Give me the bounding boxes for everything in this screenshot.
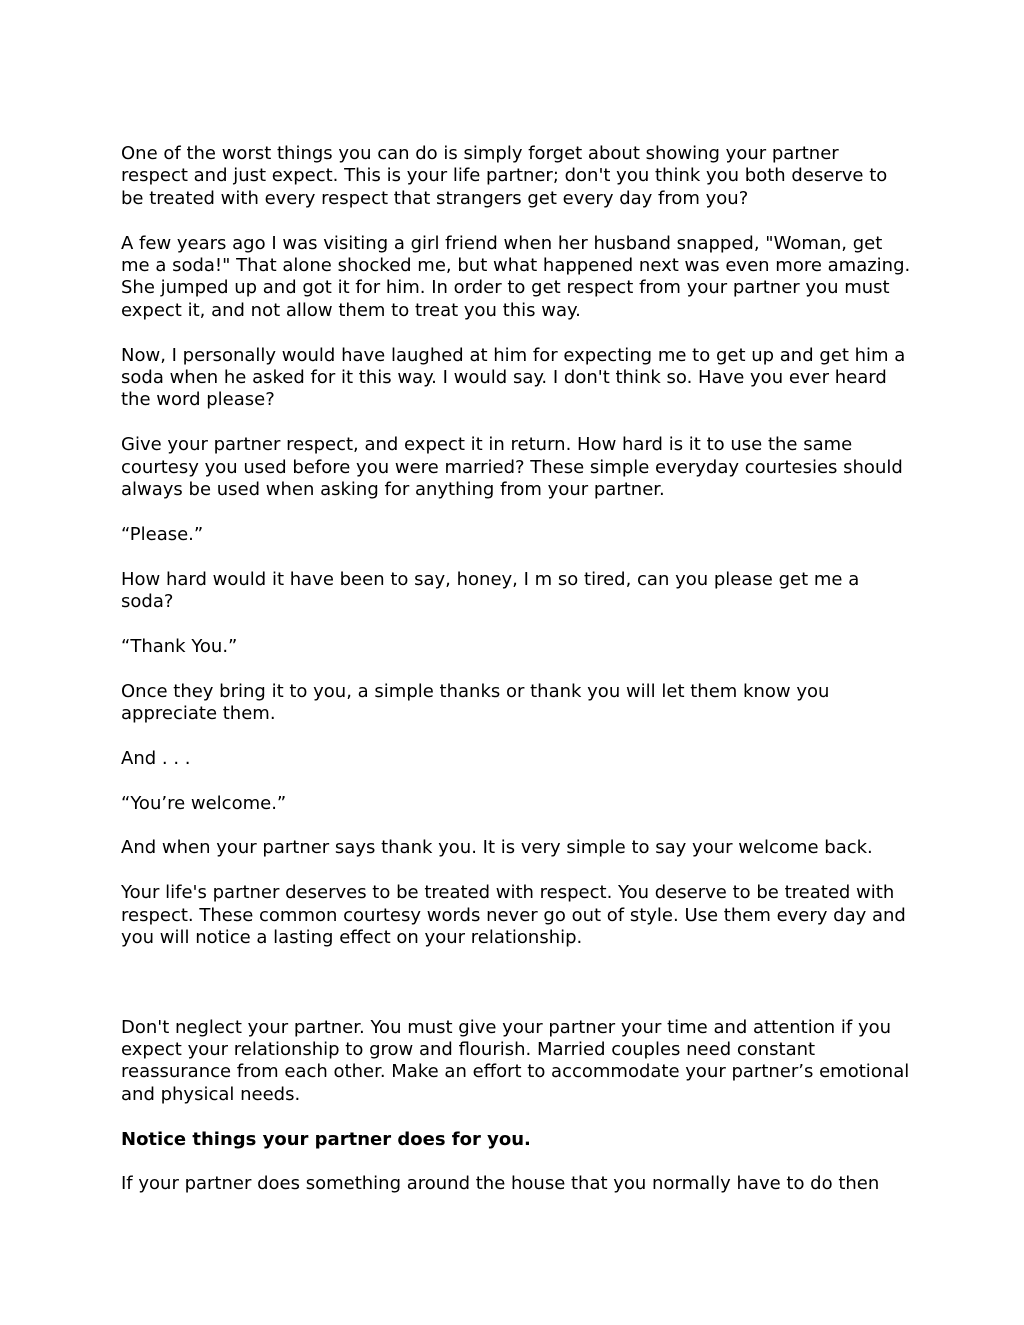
paragraph-last: If your partner does something around the house that you normally have to do then bbox=[121, 1173, 880, 1195]
paragraph-welcome-back: And when your partner says thank you. It is very simple to say your welcome back. bbox=[121, 837, 873, 859]
document-page bbox=[121, 143, 911, 1218]
paragraph-youre-welcome: “You’re welcome.” bbox=[121, 792, 287, 814]
paragraph-soda-story: A few years ago I was visiting a girl friend when her husband snapped, "Woman, get me a soda!" That alone shocked me, but what happened next was even more amazing. She jumped up and got it for him. In order to get respect from your partner you must expect it, and not allow them to treat you this way. bbox=[121, 232, 911, 321]
paragraph-and: And . . . bbox=[121, 747, 191, 769]
section-spacer bbox=[121, 972, 911, 1017]
paragraph-appreciate: Once they bring it to you, a simple thanks or thank you will let them know you appreciate them. bbox=[121, 680, 830, 725]
paragraph-give-respect: Give your partner respect, and expect it in return. How hard is it to use the same courtesy you used before you were married? These simple everyday courtesies should always be used when asking for anything from your partner. bbox=[121, 434, 903, 501]
paragraph-thank-you: “Thank You.” bbox=[121, 635, 238, 657]
paragraph-worst-things: One of the worst things you can do is simply forget about showing your partner respect and just expect. This is your life partner; don't you think you both deserve to be treated with every respect that strangers get every day from you? bbox=[121, 143, 888, 209]
paragraph-please: “Please.” bbox=[121, 523, 204, 545]
paragraph-laughed: Now, I personally would have laughed at him for expecting me to get up and get him a soda when he asked for it this way. I would say. I don't think so. Have you ever heard the word please? bbox=[121, 344, 906, 411]
heading-notice-things: Notice things your partner does for you. bbox=[121, 1128, 531, 1150]
paragraph-neglect: Don't neglect your partner. You must give your partner your time and attention if you expect your relationship to grow and flourish. Married couples need constant reassurance from each other. Make an effort to accommodate your partner’s emotional and physical needs. bbox=[121, 1016, 910, 1105]
paragraph-life-partner: Your life's partner deserves to be treated with respect. You deserve to be treated with respect. These common courtesy words never go out of style. Use them every day and you will notice a lasting effect on your relationship. bbox=[121, 882, 906, 949]
paragraph-honey: How hard would it have been to say, honey, I m so tired, can you please get me a soda? bbox=[121, 568, 860, 613]
